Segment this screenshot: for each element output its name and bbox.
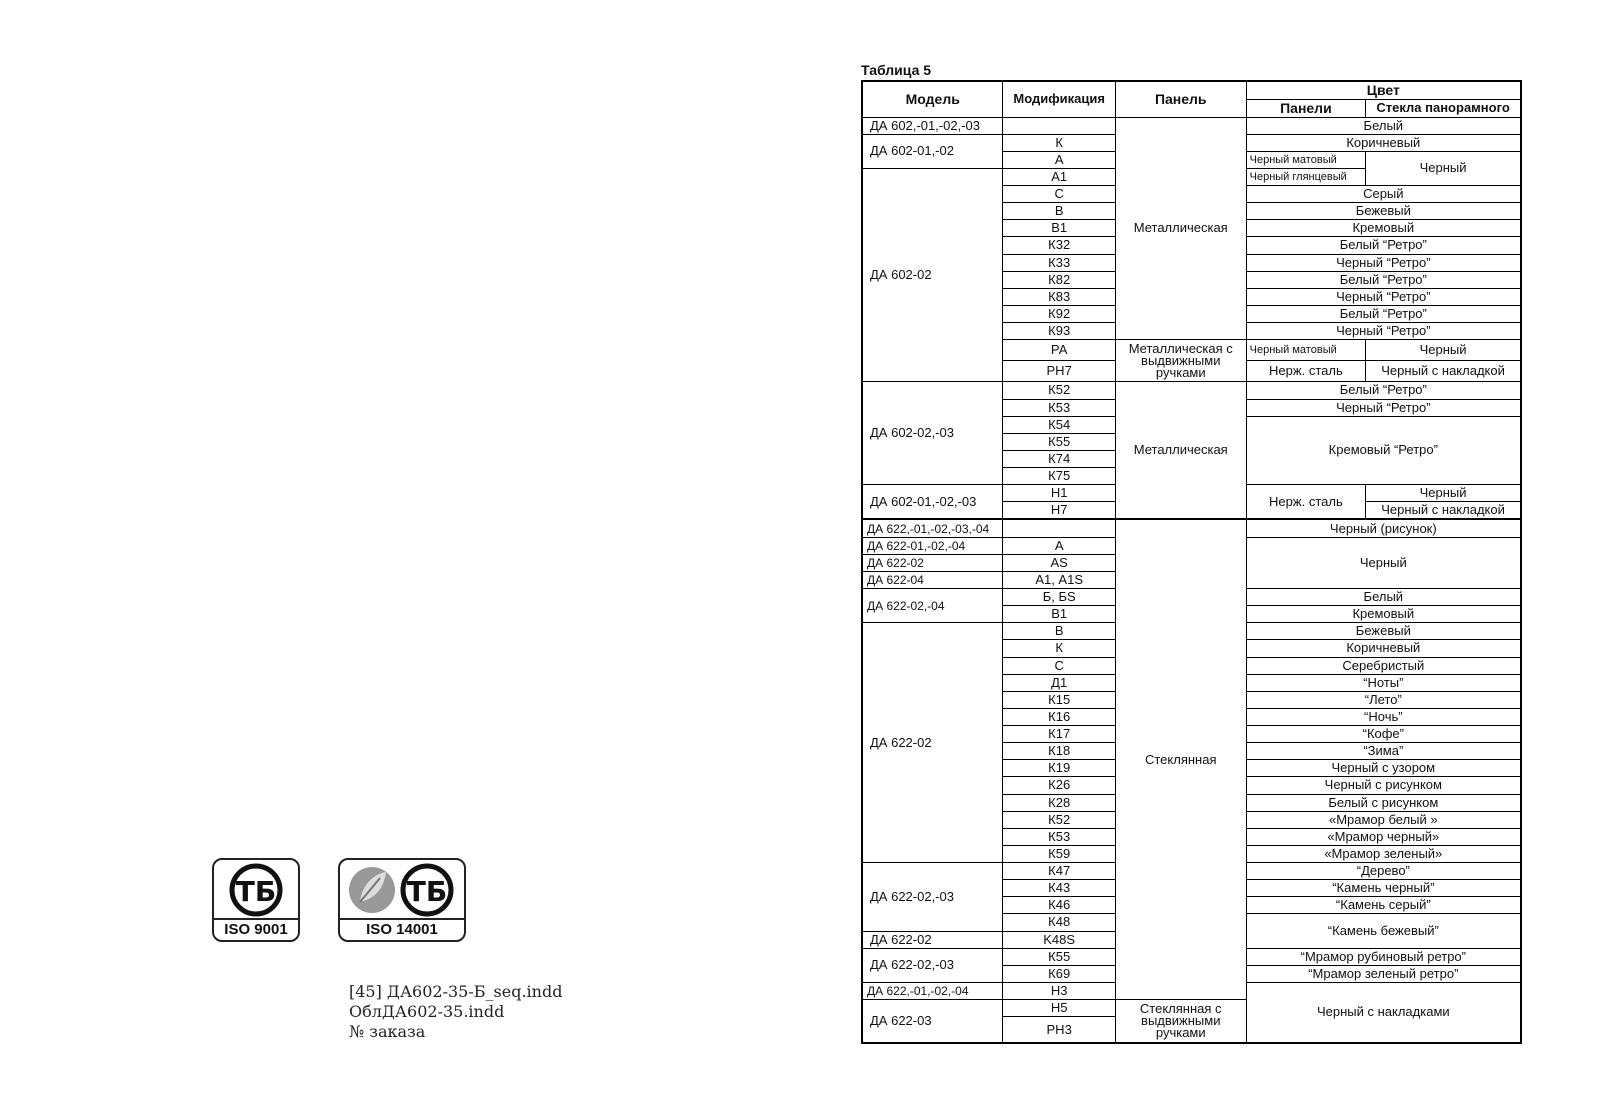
color-cell: Белый с рисунком: [1246, 794, 1521, 811]
model-cell: ДА 622-02: [862, 623, 1003, 863]
modification-cell: Н1: [1003, 485, 1115, 502]
print-info-line: [45] ДА602-35-Б_seq.indd: [349, 982, 563, 1001]
panel-cell: Стеклянная: [1115, 519, 1246, 999]
print-info-line: № заказа: [349, 1022, 426, 1041]
svg-text:TБ: TБ: [406, 875, 448, 908]
color-cell: Белый: [1246, 117, 1521, 134]
model-cell: ДА 622-03: [862, 1000, 1003, 1043]
color-table: [861, 80, 1522, 1044]
panel-cell: Металлическая с выдвижными ручками: [1115, 340, 1246, 382]
color-panel-cell: Нерж. сталь: [1246, 485, 1366, 520]
modification-cell: К59: [1003, 845, 1115, 862]
color-cell: “Мрамор зеленый ретро”: [1246, 965, 1521, 982]
color-panel-cell: Черный глянцевый: [1246, 168, 1366, 185]
modification-cell: РА: [1003, 340, 1115, 361]
modification-cell: В: [1003, 623, 1115, 640]
model-cell: ДА 622-02: [862, 554, 1003, 571]
modification-cell: К53: [1003, 399, 1115, 416]
color-cell: Белый “Ретро”: [1246, 305, 1521, 322]
modification-cell: РН3: [1003, 1017, 1115, 1043]
modification-cell: А1: [1003, 168, 1115, 185]
color-cell: “Ноты”: [1246, 674, 1521, 691]
color-cell: “Лето”: [1246, 691, 1521, 708]
modification-cell: Д1: [1003, 674, 1115, 691]
color-cell: Серый: [1246, 186, 1521, 203]
color-glass-cell: Черный: [1366, 485, 1521, 502]
color-panel-cell: Нерж. сталь: [1246, 361, 1366, 382]
modification-cell: К17: [1003, 726, 1115, 743]
model-cell: ДА 622,-01,-02,-04: [862, 982, 1003, 999]
modification-cell: К52: [1003, 382, 1115, 399]
modification-cell: К55: [1003, 948, 1115, 965]
modification-cell: Н7: [1003, 502, 1115, 520]
modification-cell: К26: [1003, 777, 1115, 794]
header-panel: Панель: [1115, 81, 1246, 117]
modification-cell: K48S: [1003, 931, 1115, 948]
color-cell: Черный с накладками: [1246, 982, 1521, 1043]
modification-cell: К75: [1003, 468, 1115, 485]
modification-cell: К82: [1003, 271, 1115, 288]
modification-cell: К: [1003, 134, 1115, 151]
color-cell: “Камень серый”: [1246, 897, 1521, 914]
color-cell: Кремовый: [1246, 606, 1521, 623]
model-cell: ДА 602-02: [862, 168, 1003, 382]
stb-cert-mark-icon: [214, 860, 298, 918]
print-info-line: ОблДА602-35.indd: [349, 1002, 505, 1021]
panel-cell: Металлическая: [1115, 382, 1246, 520]
modification-cell: К69: [1003, 965, 1115, 982]
modification-cell: В1: [1003, 606, 1115, 623]
color-cell: Черный (рисунок): [1246, 519, 1521, 537]
iso-14001-label: ISO 14001: [340, 918, 464, 940]
header-modification: Модификация: [1003, 81, 1115, 117]
color-cell: Кремовый: [1246, 220, 1521, 237]
color-glass-cell: Черный: [1366, 340, 1521, 361]
model-cell: ДА 602-01,-02: [862, 134, 1003, 168]
color-cell: Белый “Ретро”: [1246, 237, 1521, 254]
color-cell: “Камень бежевый”: [1246, 914, 1521, 948]
color-cell: Коричневый: [1246, 134, 1521, 151]
model-cell: ДА 602,-01,-02,-03: [862, 117, 1003, 134]
color-cell: «Мрамор белый »: [1246, 811, 1521, 828]
color-cell: Белый: [1246, 589, 1521, 606]
modification-cell: К16: [1003, 708, 1115, 725]
color-cell: “Камень черный”: [1246, 880, 1521, 897]
color-cell: Белый “Ретро”: [1246, 271, 1521, 288]
modification-cell: К46: [1003, 897, 1115, 914]
modification-cell: [1003, 117, 1115, 134]
table-caption: Таблица 5: [861, 62, 932, 78]
color-cell: “Зима”: [1246, 743, 1521, 760]
modification-cell: К28: [1003, 794, 1115, 811]
model-cell: ДА 622-02,-03: [862, 948, 1003, 982]
modification-cell: К18: [1003, 743, 1115, 760]
modification-cell: AS: [1003, 554, 1115, 571]
modification-cell: К19: [1003, 760, 1115, 777]
modification-cell: К15: [1003, 691, 1115, 708]
modification-cell: К43: [1003, 880, 1115, 897]
iso-9001-label: ISO 9001: [214, 918, 298, 940]
color-cell: “Ночь”: [1246, 708, 1521, 725]
leaf-and-stb-icon: [340, 860, 464, 918]
model-cell: ДА 622-02,-03: [862, 863, 1003, 932]
model-cell: ДА 602-01,-02,-03: [862, 485, 1003, 520]
color-cell: Серебристый: [1246, 657, 1521, 674]
color-cell: «Мрамор зеленый»: [1246, 845, 1521, 862]
color-glass-cell: Черный с накладкой: [1366, 361, 1521, 382]
modification-cell: С: [1003, 186, 1115, 203]
color-cell: Черный с узором: [1246, 760, 1521, 777]
color-cell: Черный с рисунком: [1246, 777, 1521, 794]
color-cell: Белый “Ретро”: [1246, 382, 1521, 399]
model-cell: ДА 622-02,-04: [862, 589, 1003, 623]
color-cell: Черный: [1246, 537, 1521, 588]
modification-cell: К55: [1003, 433, 1115, 450]
color-cell: Кремовый “Ретро”: [1246, 416, 1521, 485]
header-color-panels: Панели: [1246, 99, 1366, 117]
modification-cell: К47: [1003, 863, 1115, 880]
modification-cell: В1: [1003, 220, 1115, 237]
modification-cell: Б, БS: [1003, 589, 1115, 606]
color-cell: Коричневый: [1246, 640, 1521, 657]
color-glass-cell: Черный: [1366, 151, 1521, 185]
modification-cell: С: [1003, 657, 1115, 674]
model-cell: ДА 622-01,-02,-04: [862, 537, 1003, 554]
modification-cell: А: [1003, 537, 1115, 554]
color-cell: «Мрамор черный»: [1246, 828, 1521, 845]
modification-cell: РН7: [1003, 361, 1115, 382]
color-cell: Черный “Ретро”: [1246, 254, 1521, 271]
color-cell: “Дерево”: [1246, 863, 1521, 880]
modification-cell: Н3: [1003, 982, 1115, 999]
header-model: Модель: [862, 81, 1003, 117]
header-color-glass: Стекла панорамного: [1366, 99, 1521, 117]
svg-text:TБ: TБ: [235, 875, 277, 908]
modification-cell: К52: [1003, 811, 1115, 828]
model-cell: ДА 622,-01,-02,-03,-04: [862, 519, 1003, 537]
modification-cell: К93: [1003, 323, 1115, 340]
model-cell: ДА 622-02: [862, 931, 1003, 948]
modification-cell: К54: [1003, 416, 1115, 433]
model-cell: ДА 602-02,-03: [862, 382, 1003, 485]
modification-cell: В: [1003, 203, 1115, 220]
color-cell: Бежевый: [1246, 203, 1521, 220]
header-color: Цвет: [1246, 81, 1521, 99]
modification-cell: К53: [1003, 828, 1115, 845]
modification-cell: К48: [1003, 914, 1115, 931]
color-cell: Черный “Ретро”: [1246, 323, 1521, 340]
color-panel-cell: Черный матовый: [1246, 340, 1366, 361]
modification-cell: К92: [1003, 305, 1115, 322]
color-glass-cell: Черный с накладкой: [1366, 502, 1521, 520]
iso-9001-badge: [212, 858, 300, 942]
modification-cell: К33: [1003, 254, 1115, 271]
modification-cell: Н5: [1003, 1000, 1115, 1017]
color-cell: “Кофе”: [1246, 726, 1521, 743]
print-info: [349, 982, 562, 1042]
modification-cell: К32: [1003, 237, 1115, 254]
color-cell: “Мрамор рубиновый ретро”: [1246, 948, 1521, 965]
modification-cell: К74: [1003, 450, 1115, 467]
iso-14001-badge: [338, 858, 466, 942]
color-panel-cell: Черный матовый: [1246, 151, 1366, 168]
model-cell: ДА 622-04: [862, 571, 1003, 588]
modification-cell: [1003, 519, 1115, 537]
panel-cell: Стеклянная с выдвижными ручками: [1115, 1000, 1246, 1043]
modification-cell: А: [1003, 151, 1115, 168]
color-cell: Черный “Ретро”: [1246, 399, 1521, 416]
color-cell: Черный “Ретро”: [1246, 288, 1521, 305]
panel-cell: Металлическая: [1115, 117, 1246, 340]
modification-cell: А1, A1S: [1003, 571, 1115, 588]
color-cell: Бежевый: [1246, 623, 1521, 640]
modification-cell: К: [1003, 640, 1115, 657]
modification-cell: К83: [1003, 288, 1115, 305]
